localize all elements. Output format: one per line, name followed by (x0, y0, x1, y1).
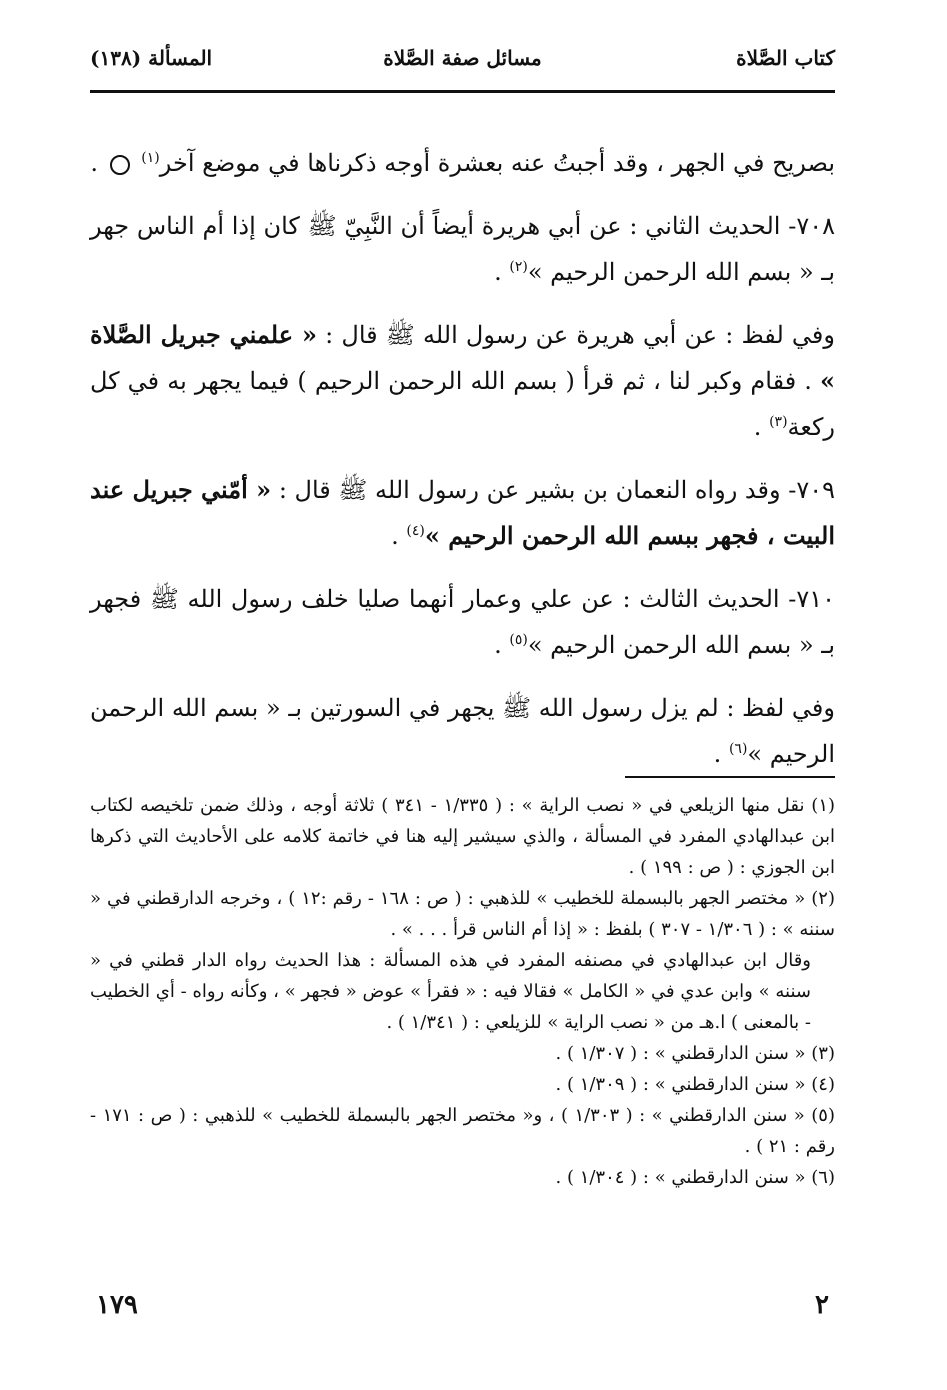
footnote-text: « سنن الدارقطني » : ( ١/٣٠٧ ) . (555, 1043, 806, 1064)
variant-quote: « علمني جبريل الصَّلاة » (90, 320, 835, 395)
variant-intro: وفي لفظ : عن أبي هريرة عن رسول الله ﷺ قال : (325, 321, 835, 349)
hadith-number: ٧٠٩- (788, 476, 835, 504)
paragraph-text: بصريح في الجهر ، وقد أجبتُ عنه بعشرة أوجه ذكرناها في موضع آخر (159, 149, 835, 177)
hadith-intro: وقد رواه النعمان بن بشير عن رسول الله ﷺ قال : (278, 476, 781, 504)
hadith-number: ٧١٠- (788, 585, 835, 613)
hadith-709 (90, 467, 835, 559)
footnote-ref: (٥) (509, 632, 528, 648)
footnote-number: (٤) (811, 1074, 835, 1095)
footnote-text: « سنن الدارقطني » : ( ١/٣٠٤ ) . (555, 1167, 806, 1188)
running-header (90, 40, 835, 80)
footnote-3 (90, 1038, 835, 1069)
footnote-continuation: وقال ابن عبدالهادي في مصنفه المفرد في هذه المسألة : هذا الحديث رواه الدار قطني في « سننه » وابن عدي في « الكامل » فقالا فيه : « فقرأ » عوض « فجهر » ، وكأنه رواه - أي الخطيب - بالمعنى ) ا.هـ من « نصب الراية » للزيلعي : ( ١/٣٤١ ) . (90, 950, 811, 1033)
footnote-text: « سنن الدارقطني » : ( ١/٣٠٣ ) ، و« مختصر الجهر بالبسملة للخطيب » للذهبي : ( ص : ١٧١ - رقم : ٢١ ) . (90, 1105, 835, 1157)
hadith-text: الحديث الثاني : عن أبي هريرة أيضاً أن النَّبِيّ ﷺ كان إذا أم الناس جهر بـ « بسم الله الرحمن الرحيم » (90, 212, 835, 286)
footnote-number: (٢) (811, 888, 835, 909)
hadith-text: الحديث الثالث : عن علي وعمار أنهما صليا خلف رسول الله ﷺ فجهر بـ « بسم الله الرحمن الرحيم » (90, 585, 835, 659)
footnote-text: « سنن الدارقطني » : ( ١/٣٠٩ ) . (555, 1074, 806, 1095)
footnote-divider (625, 776, 835, 778)
paragraph-end: . (713, 740, 722, 768)
footnote-ref: (١) (141, 150, 160, 166)
signature-mark: ٢ (815, 1290, 829, 1320)
footnote-text: نقل منها الزيلعي في « نصب الراية » : ( ١/٣٣٥ - ٣٤١ ) ثلاثة أوجه ، وذلك ضمن تلخيصه لكتاب ابن عبدالهادي المفرد في المسألة ، والذي سيشير إليه هنا في خاتمة كلامه على الأحاديث التي ذكرها ابن الجوزي : ( ص : ١٩٩ ) . (90, 795, 835, 878)
page-number: ١٧٩ (96, 1290, 138, 1320)
paragraph-end: . (494, 631, 502, 659)
footnote-number: (٣) (811, 1043, 835, 1064)
circle-icon (110, 155, 130, 175)
paragraph-end: . (90, 149, 98, 177)
footnote-number: (١) (811, 795, 836, 816)
page-footer (90, 1290, 835, 1330)
hadith-number: ٧٠٨- (788, 212, 835, 240)
paragraph-end: . (494, 258, 502, 286)
hadith-quote: « أمّني جبريل عند البيت ، فجهر ببسم الله الرحمن الرحيم » (90, 475, 835, 550)
footnote-6 (90, 1162, 835, 1193)
variant-text: وفي لفظ : لم يزل رسول الله ﷺ يجهر في السورتين بـ « بسم الله الرحمن الرحيم » (90, 694, 835, 768)
hadith-710 (90, 576, 835, 668)
hadith-variant-2 (90, 685, 835, 777)
paragraph-continuation (90, 140, 835, 186)
footnote-ref: (٤) (406, 523, 425, 539)
footnote-4 (90, 1069, 835, 1100)
footnote-number: (٦) (811, 1167, 835, 1188)
paragraph-end: . (391, 522, 399, 550)
hadith-variant-1 (90, 312, 835, 450)
variant-text: . فقام وكبر لنا ، ثم قرأ ( بسم الله الرحمن الرحيم ) فيما يجهر به في كل ركعة (90, 367, 835, 441)
hadith-708 (90, 203, 835, 295)
footnote-2 (90, 883, 835, 1038)
footnote-ref: (٦) (728, 741, 748, 757)
header-issue-number: المسألة (١٣٨) (90, 46, 213, 70)
paragraph-end: . (753, 413, 762, 441)
header-section-title: مسائل صفة الصَّلاة (383, 46, 542, 70)
footnote-ref: (٢) (509, 259, 528, 275)
main-text (90, 140, 835, 794)
footnote-1 (90, 790, 835, 883)
footnote-ref: (٣) (769, 414, 788, 430)
header-book-title: كتاب الصَّلاة (736, 46, 835, 70)
footnote-5 (90, 1100, 835, 1162)
header-divider (90, 90, 835, 93)
footnote-text: « مختصر الجهر بالبسملة للخطيب » للذهبي : ( ص : ١٦٨ - رقم :١٢ ) ، وخرجه الدارقطني في « سننه » : ( ١/٣٠٦ - ٣٠٧ ) بلفظ : « إذا أم الناس قرأ . . . » . (90, 888, 835, 940)
footnotes (90, 790, 835, 1193)
footnote-number: (٥) (811, 1105, 835, 1126)
